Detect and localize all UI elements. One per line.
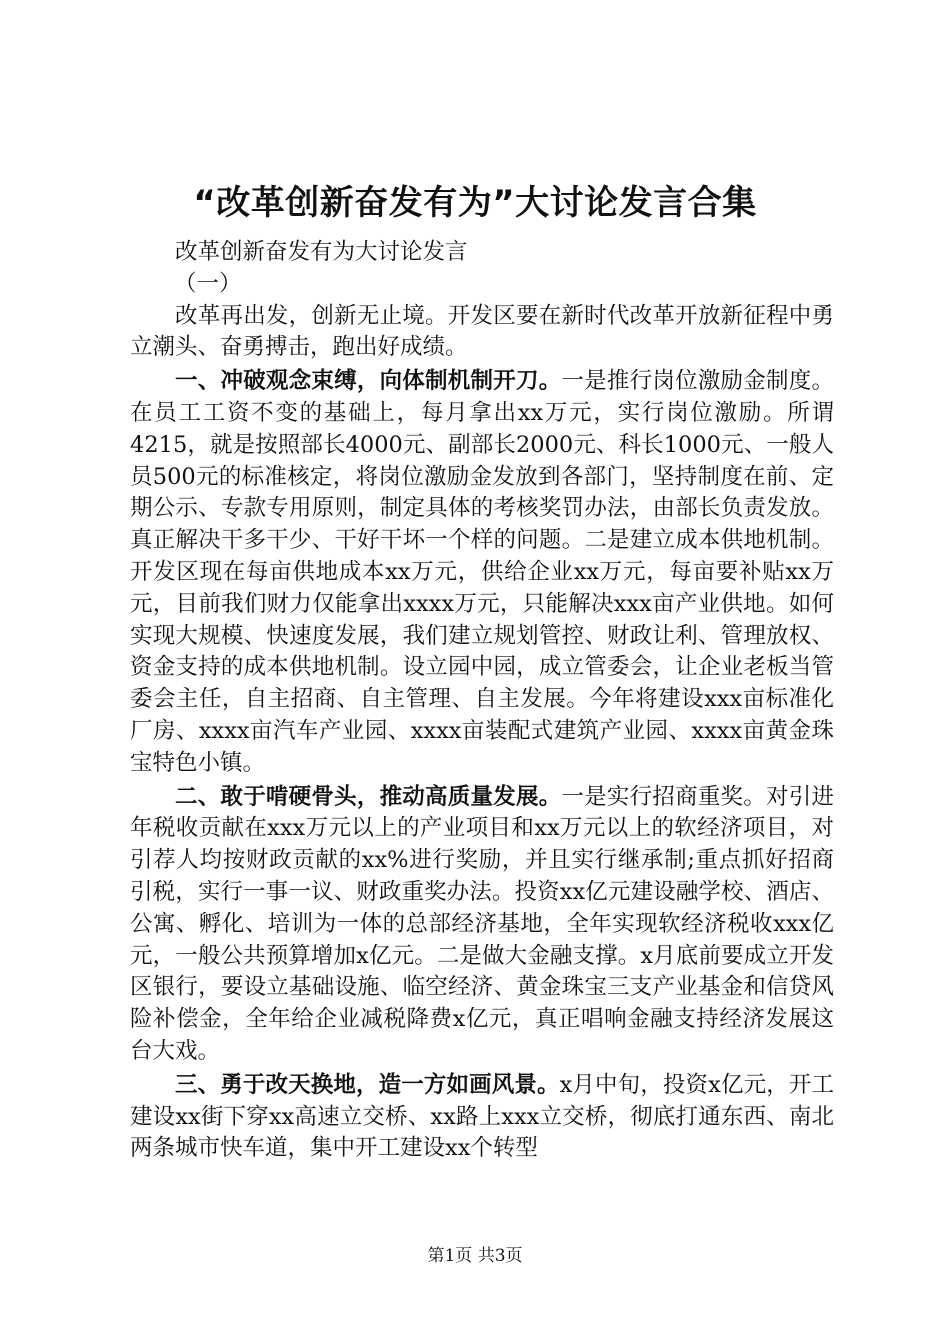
section-heading-2: 二、敢于啃硬骨头，推动高质量发展。 <box>175 783 562 810</box>
section-paragraph-1 <box>130 366 834 779</box>
section-paragraph-2 <box>130 782 834 1068</box>
part-label: （一） <box>174 270 242 297</box>
document-body <box>130 237 834 1165</box>
section-text-2: 一是实行招商重奖。对引进年税收贡献在xxx万元以上的产业项目和xx万元以上的软经济项目，对引荐人均按财政贡献的xx%进行奖励，并且实行继承制;重点抓好招商引税，实行一事一议、财政重奖办法。投资xx亿元建设融学校、酒店、公寓、孵化、培训为一体的总部经济基地，全年实现软经济税收xxx亿元，一般公共预算增加x亿元。二是做大金融支撑。x月底前要成立开发区银行，要设立基础设施、临空经济、黄金珠宝三支产业基金和信贷风险补偿金，全年给企业减税降费x亿元，真正唱响金融支持经济发展这台大戏。 <box>130 783 834 1064</box>
section-text-1: 一是推行岗位激励金制度。在员工工资不变的基础上，每月拿出xx万元，实行岗位激励。所谓4215，就是按照部长4000元、副部长2000元、科长1000元、一般人员500元的标准核定，将岗位激励金发放到各部门，坚持制度在前、定期公示、专款专用原则，制定具体的考核奖罚办法，由部长负责发放。真正解决干多干少、干好干坏一个样的问题。二是建立成本供地机制。开发区现在每亩供地成本xx万元，供给企业xx万元，每亩要补贴xx万元，目前我们财力仅能拿出xxxx万元，只能解决xxx亩产业供地。如何实现大规模、快速度发展，我们建立规划管控、财政让利、管理放权、资金支持的成本供地机制。设立园中园，成立管委会，让企业老板当管委会主任，自主招商、自主管理、自主发展。今年将建设xxx亩标准化厂房、xxxx亩汽车产业园、xxxx亩装配式建筑产业园、xxxx亩黄金珠宝特色小镇。 <box>130 368 834 776</box>
document-title: “改革创新奋发有为”大讨论发言合集 <box>193 183 757 223</box>
document-subtitle: 改革创新奋发有为大讨论发言 <box>175 239 468 265</box>
section-text-3: x月中旬，投资x亿元，开工建设xx街下穿xx高速立交桥、xx路上xxx立交桥，彻底打通东西、南北两条城市快车道，集中开工建设xx个转型 <box>130 1071 834 1162</box>
section-heading-3: 三、勇于改天换地，造一方如画风景。 <box>175 1071 560 1098</box>
section-heading-1: 一、冲破观念束缚，向体制机制开刀。 <box>175 368 562 395</box>
page-footer: 第1页 共3页 <box>427 1246 523 1266</box>
intro-paragraph: 改革再出发，创新无止境。开发区要在新时代改革开放新征程中勇立潮头、奋勇搏击，跑出好成绩。 <box>130 302 834 361</box>
section-paragraph-3 <box>130 1070 834 1165</box>
